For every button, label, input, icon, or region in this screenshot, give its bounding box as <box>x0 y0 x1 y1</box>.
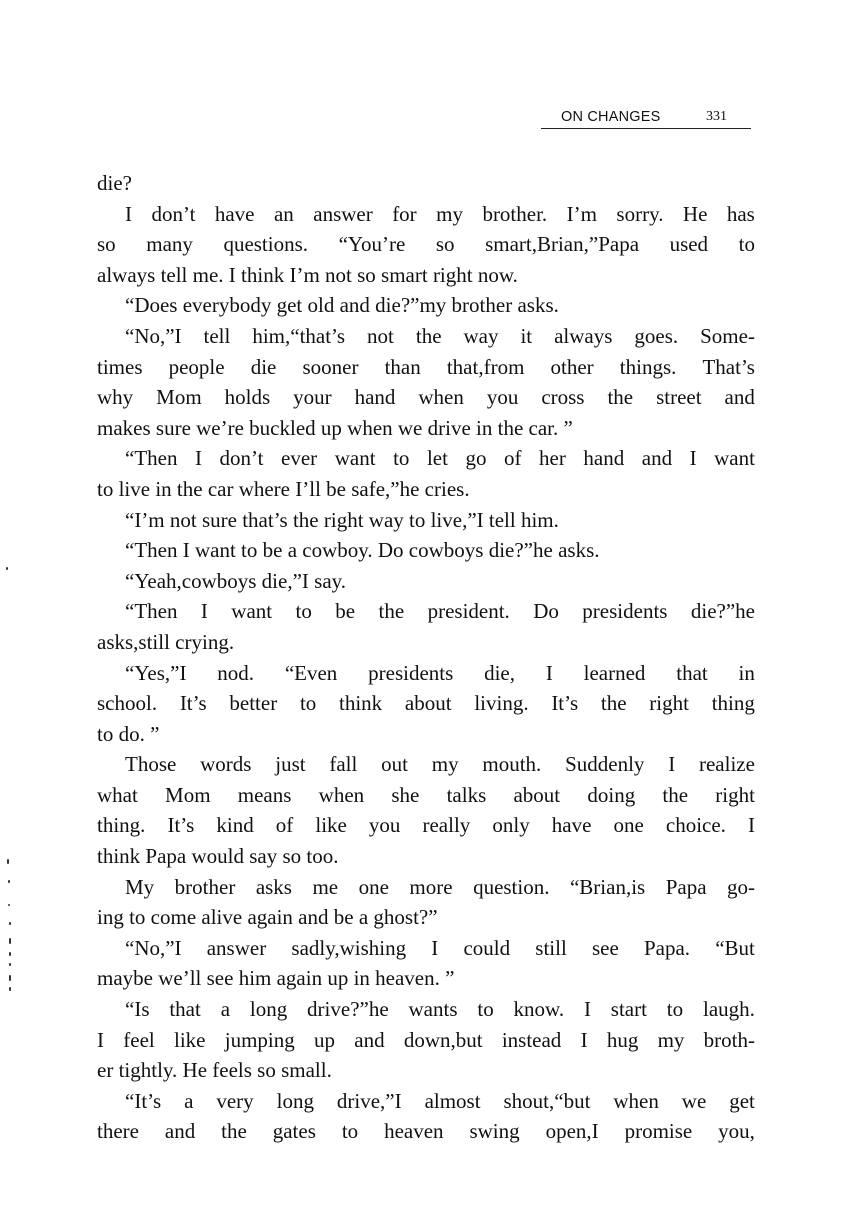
text-line: My brother asks me one more question. “Brian,is Papa go- <box>125 874 755 899</box>
text-line: “Yeah,cowboys die,”I say. <box>125 568 347 593</box>
text-line: makes sure we’re buckled up when we drive in the car. ” <box>97 415 573 440</box>
text-line: why Mom holds your hand when you cross the street and <box>97 385 755 410</box>
text-line: to do. ” <box>97 721 160 746</box>
text-line: “Then I want to be a cowboy. Do cowboys die?”he asks. <box>125 538 600 563</box>
text-line: always tell me. I think I’m not so smart right now. <box>97 262 518 287</box>
text-line: er tightly. He feels so small. <box>97 1058 332 1083</box>
text-line: die? <box>97 171 132 195</box>
text-line: I feel like jumping up and down,but instead I hug my broth- <box>97 1027 755 1052</box>
text-line: Those words just fall out my mouth. Suddenly I realize <box>125 752 755 777</box>
text-line: thing. It’s kind of like you really only have one choice. I <box>97 813 755 838</box>
text-line: “Then I want to be the president. Do presidents die?”he <box>125 599 755 624</box>
text-line: there and the gates to heaven swing open,I promise you, <box>97 1119 755 1144</box>
text-line: “Then I don’t ever want to let go of her hand and I want <box>125 446 755 471</box>
text-line: think Papa would say so too. <box>97 844 339 869</box>
text-line: “It’s a very long drive,”I almost shout,“but when we get <box>125 1088 755 1113</box>
text-line: what Mom means when she talks about doing the right <box>97 782 755 807</box>
text-line: “I’m not sure that’s the right way to live,”I tell him. <box>125 507 559 532</box>
text-line: times people die sooner than that,from other things. That’s <box>97 354 755 379</box>
text-line: asks,still crying. <box>97 629 235 654</box>
text-line: “Yes,”I nod. “Even presidents die, I learned that in <box>125 660 755 685</box>
text-line: “Is that a long drive?”he wants to know. I start to laugh. <box>125 997 755 1022</box>
text-line: ing to come alive again and be a ghost?” <box>97 905 438 930</box>
section-title: ON CHANGES <box>561 109 661 125</box>
text-line: “No,”I tell him,“that’s not the way it always goes. Some- <box>125 323 755 348</box>
text-line: so many questions. “You’re so smart,Brian,”Papa used to <box>97 232 755 257</box>
text-line: school. It’s better to think about living. It’s the right thing <box>97 691 755 716</box>
text-line: I don’t have an answer for my brother. I’m sorry. He has <box>125 201 755 226</box>
running-header <box>541 108 751 129</box>
text-line: to live in the car where I’ll be safe,”he cries. <box>97 476 470 501</box>
text-line: maybe we’ll see him again up in heaven. ” <box>97 966 455 991</box>
text-line: “Does everybody get old and die?”my brother asks. <box>125 293 559 318</box>
margin-scan-marks <box>0 0 20 1206</box>
page-number: 331 <box>706 109 727 124</box>
body-text <box>97 168 755 1147</box>
text-line: “No,”I answer sadly,wishing I could still see Papa. “But <box>125 935 755 960</box>
